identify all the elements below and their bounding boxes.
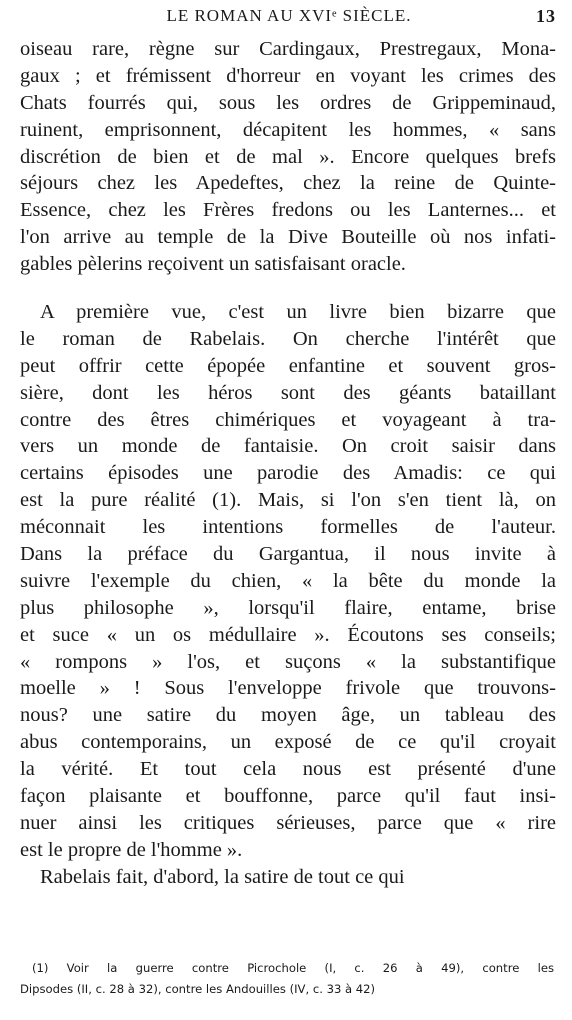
- text-line: Rabelais fait, d'abord, la satire de tout ce qui: [40, 865, 405, 888]
- text-line: suivre l'exemple du chien, « la bête du monde la: [20, 569, 556, 592]
- text-line: est la pure réalité (1). Mais, si l'on s'en tient là, on: [20, 489, 556, 512]
- text-line: ruinent, emprisonnent, décapitent les hommes, « sans: [20, 118, 556, 141]
- text-line: sière, dont les héros sont des géants bataillant: [20, 381, 556, 404]
- text-line: gaux ; et frémissent d'horreur en voyant les crimes des: [20, 64, 556, 87]
- text-line: nuer ainsi les critiques sérieuses, parce que « rire: [20, 811, 556, 834]
- running-title: LE ROMAN AU XVIᵉ SIÈCLE.: [166, 6, 412, 25]
- text-line: oiseau rare, règne sur Cardingaux, Prestregaux, Mona-: [20, 38, 556, 60]
- text-line: séjours chez les Apedeftes, chez la reine de Quinte-: [20, 172, 556, 195]
- text-line: nous? une satire du moyen âge, un tableau des: [20, 704, 556, 727]
- text-line: discrétion de bien et de mal ». Encore quelques brefs: [20, 145, 556, 168]
- paragraph-continuation: [20, 36, 556, 278]
- paragraph-rabelais-intro: [20, 299, 556, 864]
- text-line: plus philosophe », lorsqu'il flaire, entame, brise: [20, 596, 556, 619]
- text-line: est le propre de l'homme ».: [20, 838, 243, 861]
- text-line: la vérité. Et tout cela nous est présenté d'une: [20, 758, 556, 781]
- footnote-line: Dipsodes (II, c. 28 à 32), contre les Andouilles (IV, c. 33 à 42): [20, 982, 376, 996]
- footnote-line: (1) Voir la guerre contre Picrochole (I, c. 26 à 49), contre les: [32, 961, 554, 975]
- running-head: [20, 6, 558, 32]
- text-line: abus contemporains, un exposé de ce qu'il croyait: [20, 731, 556, 754]
- text-line: Chats fourrés qui, sous les ordres de Grippeminaud,: [20, 91, 556, 114]
- text-line: contre des êtres chimériques et voyageant à tra-: [20, 408, 556, 431]
- text-line: le roman de Rabelais. On cherche l'intérêt que: [20, 327, 556, 350]
- body-text: [20, 36, 556, 891]
- text-line: et suce « un os médullaire ». Écoutons ses conseils;: [20, 623, 556, 646]
- text-line: peut offrir cette épopée enfantine et souvent gros-: [20, 354, 556, 377]
- text-line: « rompons » l'os, et suçons « la substantifique: [20, 650, 556, 673]
- text-line: l'on arrive au temple de la Dive Bouteille où nos infati-: [20, 226, 556, 249]
- text-line: gables pèlerins reçoivent un satisfaisant oracle.: [20, 253, 406, 276]
- text-line: certains épisodes une parodie des Amadis: ce qui: [20, 462, 556, 485]
- text-line: A première vue, c'est un livre bien bizarre que: [40, 301, 556, 324]
- text-line: façon plaisante et bouffonne, parce qu'il faut insi-: [20, 785, 556, 808]
- text-line: Dans la préface du Gargantua, il nous invite à: [20, 543, 556, 566]
- page-number: 13: [536, 6, 556, 26]
- text-line: moelle » ! Sous l'enveloppe frivole que trouvons-: [20, 677, 556, 700]
- text-line: méconnait les intentions formelles de l'auteur.: [20, 516, 556, 539]
- paragraph-satire: [20, 864, 556, 891]
- paragraph-gap: [20, 278, 556, 299]
- text-line: vers un monde de fantaisie. On croit saisir dans: [20, 435, 556, 458]
- text-line: Essence, chez les Frères fredons ou les Lanternes... et: [20, 199, 556, 222]
- footnotes: [20, 958, 554, 1000]
